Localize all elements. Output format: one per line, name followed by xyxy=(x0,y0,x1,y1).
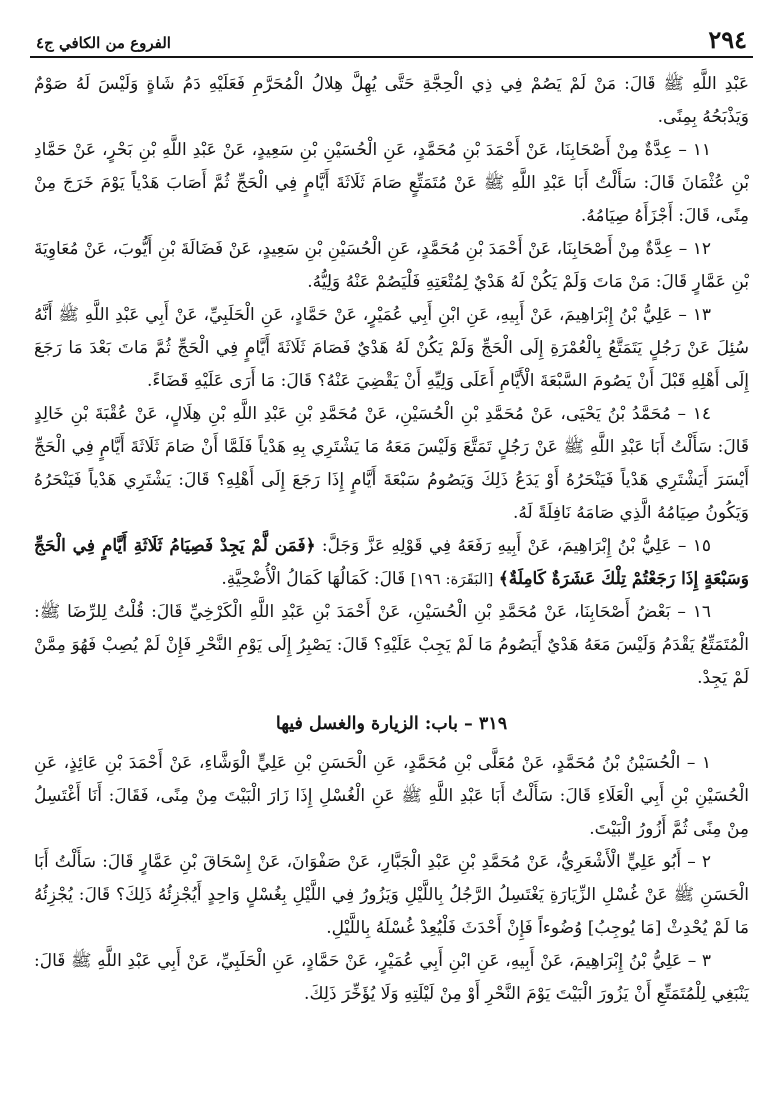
chapter-hadith-2: ٢ – أَبُو عَلِيٍّ الْأَشْعَرِيُّ، عَنْ مُحَمَّدِ بْنِ عَبْدِ الْجَبَّارِ، عَنْ صَفْوَانَ، عَنْ إِسْحَاقَ بْنِ عَمَّارٍ قَالَ: سَأَلْتُ أَبَا الْحَسَنِ ﷺ عَنْ غُسْلِ الزِّيَارَةِ يَغْتَسِلُ الرَّجُلُ بِاللَّيْلِ وَيَزُورُ فِي اللَّيْلِ بِغُسْلٍ وَاحِدٍ أَيُجْزِئُهُ ذَلِكَ؟ قَالَ: يُجْزِئُهُ مَا لَمْ يُحْدِثْ [مَا يُوجِبُ] وُضُوءاً فَإِنْ أَحْدَثَ فَلْيُعِدْ غُسْلَهُ بِاللَّيْلِ. xyxy=(34,852,749,938)
verse-reference: [البَقَرَة: ١٩٦] xyxy=(410,570,494,588)
hadith-15-isnad: ١٥ – عَلِيُّ بْنُ إِبْرَاهِيمَ، عَنْ أَبِيهِ رَفَعَهُ فِي قَوْلِهِ عَزَّ وَجَلَّ: xyxy=(315,536,711,556)
hadith-14: ١٤ – مُحَمَّدُ بْنُ يَحْيَى، عَنْ مُحَمَّدِ بْنِ الْحُسَيْنِ، عَنْ مُحَمَّدِ بْنِ عَبْدِ اللَّهِ بْنِ هِلَالٍ، عَنْ عُقْبَةَ بْنِ خَالِدٍ قَالَ: سَأَلْتُ أَبَا عَبْدِ اللَّهِ ﷺ عَنْ رَجُلٍ تَمَتَّعَ وَلَيْسَ مَعَهُ مَا يَشْتَرِي بِهِ هَدْياً فَلَمَّا أَنْ صَامَ ثَلَاثَةَ أَيَّامٍ فِي الْحَجِّ أَيْسَرَ أَيَشْتَرِي هَدْياً فَيَنْحَرُهُ أَوْ يَدَعُ ذَلِكَ وَيَصُومُ سَبْعَةَ أَيَّامٍ إِذَا رَجَعَ إِلَى أَهْلِهِ؟ قَالَ: يَشْتَرِي هَدْياً فَيَنْحَرُهُ وَيَكُونُ صِيَامُهُ الَّذِي صَامَهُ نَافِلَةً لَهُ. xyxy=(34,404,749,523)
running-head xyxy=(30,26,753,58)
hadith-11: ١١ – عِدَّةٌ مِنْ أَصْحَابِنَا، عَنْ أَحْمَدَ بْنِ مُحَمَّدٍ، عَنِ الْحُسَيْنِ بْنِ سَعِيدٍ، عَنْ عَبْدِ اللَّهِ بْنِ بَحْرٍ، عَنْ حَمَّادِ بْنِ عُثْمَانَ قَالَ: سَأَلْتُ أَبَا عَبْدِ اللَّهِ ﷺ عَنْ مُتَمَتِّعٍ صَامَ ثَلَاثَةَ أَيَّامٍ فِي الْحَجِّ ثُمَّ أَصَابَ هَدْياً يَوْمَ خَرَجَ مِنْ مِنًى، قَالَ: أَجْزَأَهُ صِيَامُهُ. xyxy=(34,140,749,226)
page-number: ٢٩٤ xyxy=(708,25,747,54)
book-title: الفروع من الكافي ج٤ xyxy=(36,34,171,52)
hadith-12: ١٢ – عِدَّةٌ مِنْ أَصْحَابِنَا، عَنْ أَحْمَدَ بْنِ مُحَمَّدٍ، عَنِ الْحُسَيْنِ بْنِ سَعِيدٍ، عَنْ فَضَالَةَ بْنِ أَيُّوبَ، عَنْ مُعَاوِيَةَ بْنِ عَمَّارٍ قَالَ: مَنْ مَاتَ وَلَمْ يَكُنْ لَهُ هَدْيٌ لِمُتْعَتِهِ فَلْيَصُمْ عَنْهُ وَلِيُّهُ. xyxy=(34,239,749,292)
chapter-hadith-1: ١ – الْحُسَيْنُ بْنُ مُحَمَّدٍ، عَنْ مُعَلَّى بْنِ مُحَمَّدٍ، عَنِ الْحَسَنِ بْنِ عَلِيٍّ الْوَشَّاءِ، عَنْ أَحْمَدَ بْنِ عَائِذٍ، عَنِ الْحُسَيْنِ بْنِ أَبِي الْعَلَاءِ قَالَ: سَأَلْتُ أَبَا عَبْدِ اللَّهِ ﷺ عَنِ الْغُسْلِ إِذَا زَارَ الْبَيْتَ مِنْ مِنًى، فَقَالَ: أَنَا أَغْتَسِلُ مِنْ مِنًى ثُمَّ أَزُورُ الْبَيْتَ. xyxy=(34,753,749,839)
chapter-hadith-3: ٣ – عَلِيُّ بْنُ إِبْرَاهِيمَ، عَنْ أَبِيهِ، عَنِ ابْنِ أَبِي عُمَيْرٍ، عَنْ حَمَّادٍ، عَنِ الْحَلَبِيِّ، عَنْ أَبِي عَبْدِ اللَّهِ ﷺ قَالَ: يَنْبَغِي لِلْمُتَمَتِّعِ أَنْ يَزُورَ الْبَيْتَ يَوْمَ النَّحْرِ أَوْ مِنْ لَيْلَتِهِ وَلَا يُؤَخِّرَ ذَلِكَ. xyxy=(34,951,749,1004)
chapter-title: ٣١٩ – باب: الزيارة والغسل فيها xyxy=(275,714,508,734)
hadith-15-matn: قَالَ: كَمَالُهَا كَمَالُ الْأُضْحِيَّةِ. xyxy=(221,569,411,589)
hadith-13: ١٣ – عَلِيُّ بْنُ إِبْرَاهِيمَ، عَنْ أَبِيهِ، عَنِ ابْنِ أَبِي عُمَيْرٍ، عَنْ حَمَّادٍ، عَنِ الْحَلَبِيِّ، عَنْ أَبِي عَبْدِ اللَّهِ ﷺ أَنَّهُ سُئِلَ عَنْ رَجُلٍ يَتَمَتَّعُ بِالْعُمْرَةِ إِلَى الْحَجِّ وَلَمْ يَكُنْ لَهُ هَدْيٌ فَصَامَ ثَلَاثَةَ أَيَّامٍ فِي الْحَجِّ ثُمَّ مَاتَ بَعْدَ مَا رَجَعَ إِلَى أَهْلِهِ قَبْلَ أَنْ يَصُومَ السَّبْعَةَ الْأَيَّامِ أَعَلَى وَلِيِّهِ أَنْ يَقْضِيَ عَنْهُ؟ قَالَ: مَا أَرَى عَلَيْهِ قَضَاءً. xyxy=(34,305,749,391)
quran-verse: ﴿فَمَن لَّمْ يَجِدْ فَصِيَامُ ثَلَاثَةِ أَيَّامٍ فِي الْحَجِّ وَسَبْعَةٍ إِذَا رَجَعْتُمْ تِلْكَ عَشَرَةٌ كَامِلَةٌ﴾ xyxy=(34,536,749,589)
hadith-continuation: عَبْدِ اللَّهِ ﷺ قَالَ: مَنْ لَمْ يَصُمْ فِي ذِي الْحِجَّةِ حَتَّى يُهِلَّ هِلالُ الْمُحَرَّمِ فَعَلَيْهِ دَمُ شَاةٍ وَلَيْسَ لَهُ صَوْمٌ وَيَذْبَحُهُ بِمِنًى. xyxy=(34,74,749,127)
hadith-15 xyxy=(30,530,753,596)
hadith-16: ١٦ – بَعْضُ أَصْحَابِنَا، عَنْ مُحَمَّدِ بْنِ الْحُسَيْنِ، عَنْ أَحْمَدَ بْنِ عَبْدِ اللَّهِ الْكَرْخِيِّ قَالَ: قُلْتُ لِلرِّضَا ﷺ: الْمُتَمَتِّعُ يَقْدَمُ وَلَيْسَ مَعَهُ هَدْيٌ أَيَصُومُ مَا لَمْ يَجِبْ عَلَيْهِ؟ قَالَ: يَصْبِرُ إِلَى يَوْمِ النَّحْرِ فَإِنْ لَمْ يُصِبْ فَهُوَ مِمَّنْ لَمْ يَجِدْ. xyxy=(34,602,749,688)
body-text xyxy=(30,68,753,1011)
